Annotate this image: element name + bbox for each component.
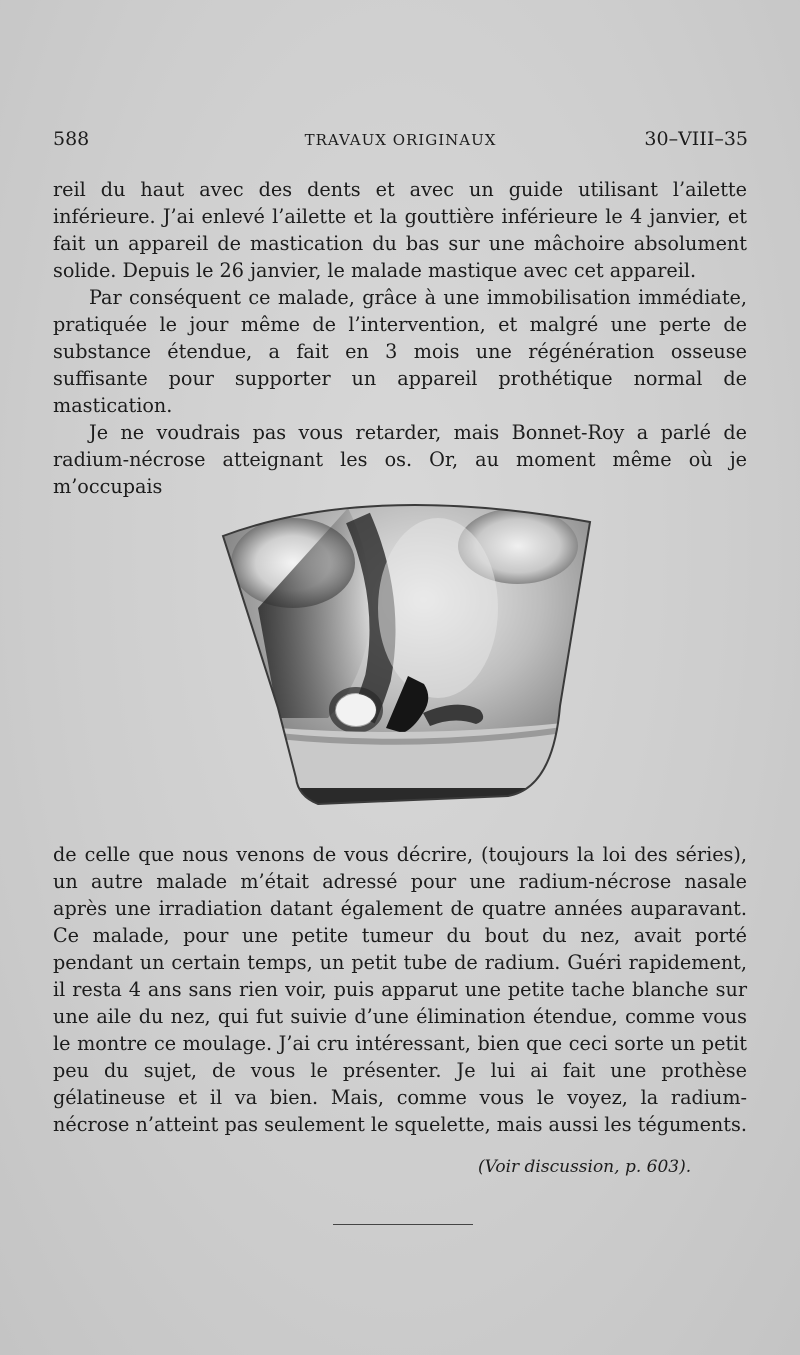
- nose-cast-image: [218, 488, 592, 808]
- paragraph-conclusion: Par conséquent ce malade, grâce à une immobilisation immédiate, pratiquée le jour même de l’intervention, et malgré une perte de substance étendue, a fait en 3 mois une régénération osseuse suffisante pour supporter un appareil prothétique normal de mastication.: [53, 286, 747, 417]
- page-number: 588: [53, 128, 90, 150]
- paragraph-radium-case: de celle que nous venons de vous décrire, (toujours la loi des séries), un autre malade m’était adressé pour une radium-nécrose nasale après une irradiation datant également de quatre années auparavant. Ce malade, pour une petite tumeur du bout du nez, avait porté pendant un certain temps, un petit tube de radium. Guéri rapidement, il resta 4 ans sans rien voir, puis apparut une petite tache blanche sur une aile du nez, qui fut suivie d’une élimination étendue, comme vous le montre ce moulage. J’ai cru intéressant, bien que ceci sorte un petit peu du sujet, de vous le présenter. Je lui ai fait une prothèse gélatineuse et il va bien. Mais, comme vous le voyez, la radium-nécrose n’atteint pas seulement le squelette, mais aussi les téguments.: [53, 843, 747, 1136]
- nose-cast-photograph: [218, 488, 592, 808]
- top-text-block: [53, 176, 747, 500]
- section-end-rule: [333, 1224, 473, 1225]
- paragraph-radium-intro: Je ne voudrais pas vous retarder, mais Bonnet-Roy a parlé de radium-nécrose atteignant les os. Or, au moment même où je m’occupais: [53, 421, 747, 498]
- page-header: [53, 128, 748, 154]
- running-title: TRAVAUX ORIGINAUX: [304, 131, 497, 149]
- header-date: 30–VIII–35: [644, 128, 748, 150]
- paragraph-continuation: reil du haut avec des dents et avec un guide utilisant l’ailette inférieure. J’ai enlevé l’ailette et la gouttière inférieure le 4 janvier, et fait un appareil de mastication du bas sur une mâchoire absolument solide. Depuis le 26 janvier, le malade mastique avec cet appareil.: [53, 178, 747, 282]
- discussion-reference: (Voir discussion, p. 603).: [478, 1157, 692, 1177]
- bottom-text-block: [53, 841, 747, 1138]
